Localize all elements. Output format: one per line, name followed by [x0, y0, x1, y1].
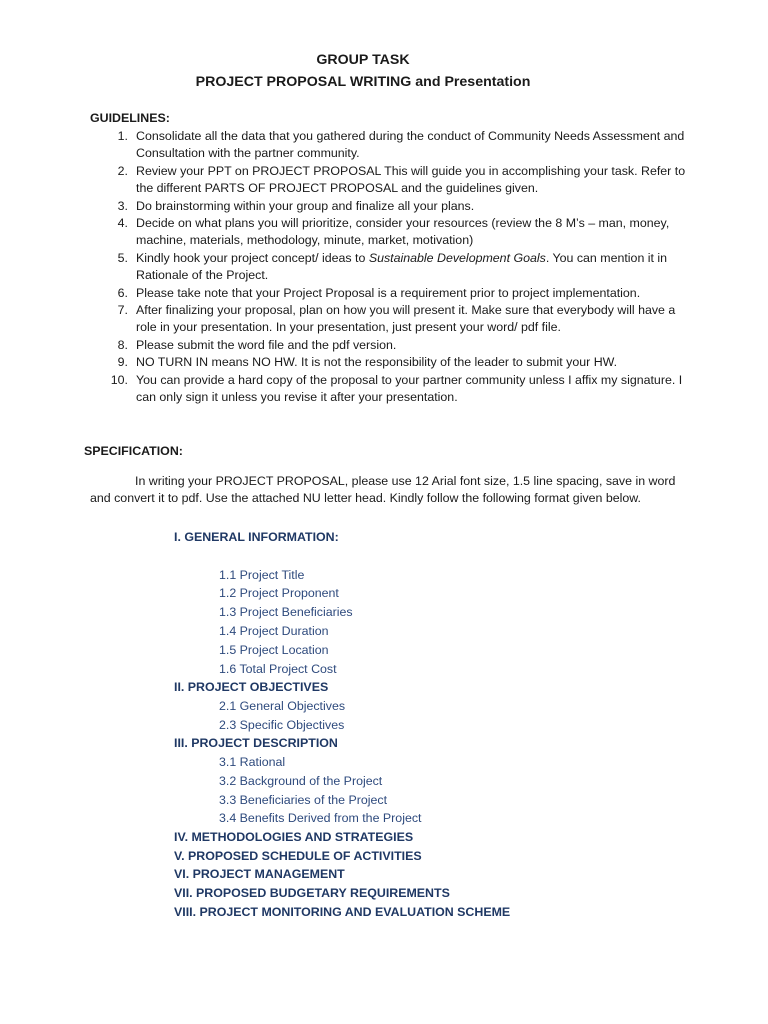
- guideline-number: 3.: [117, 198, 128, 213]
- guideline-text: Review your PPT on PROJECT PROPOSAL This will guide you in accomplishing your task. Refer to the different PARTS OF PROJECT PROPOSAL and the guidelines given.: [136, 163, 686, 196]
- outline-section-heading: VIII. PROJECT MONITORING AND EVALUATION SCHEME: [174, 905, 511, 919]
- guideline-number: 6.: [117, 285, 128, 300]
- outline-subsection: 3.3 Beneficiaries of the Project: [219, 793, 388, 807]
- guideline-item: [108, 198, 698, 215]
- guideline-text: Decide on what plans you will prioritize, consider your resources (review the 8 M’s – man, money, machine, materials, methodology, minute, market, motivation): [136, 216, 670, 248]
- guideline-text: Please take note that your Project Proposal is a requirement prior to project implementation.: [136, 285, 641, 300]
- guideline-item: [108, 250, 698, 285]
- guideline-item: [108, 302, 698, 337]
- guideline-number: 9.: [117, 355, 128, 370]
- outline-section-heading: III. PROJECT DESCRIPTION: [174, 736, 338, 750]
- guidelines-list: [108, 128, 698, 407]
- guideline-text: [136, 251, 667, 282]
- outline-section-heading: VII. PROPOSED BUDGETARY REQUIREMENTS: [174, 886, 450, 900]
- document-subtitle: PROJECT PROPOSAL WRITING and Presentation: [195, 74, 531, 90]
- outline-section-heading: VI. PROJECT MANAGEMENT: [174, 867, 345, 881]
- guideline-text: You can provide a hard copy of the proposal to your partner community unless I affix my signature. I can only sign it unless you revise it after your presentation.: [136, 372, 683, 405]
- specification-line: In writing your PROJECT PROPOSAL, please use 12 Arial font size, 1.5 line spacing, save in word: [135, 474, 676, 488]
- outline-section-heading: II. PROJECT OBJECTIVES: [174, 680, 329, 694]
- outline-subsection: 1.6 Total Project Cost: [219, 662, 337, 676]
- outline-subsection: 2.3 Specific Objectives: [219, 718, 345, 732]
- guideline-number: 4.: [117, 216, 128, 231]
- guideline-item: [108, 128, 698, 163]
- outline-subsection: 3.1 Rational: [219, 755, 286, 769]
- guideline-number: 8.: [117, 337, 128, 352]
- specification-heading: SPECIFICATION:: [84, 444, 183, 458]
- guideline-item: [108, 337, 698, 354]
- guideline-number: 1.: [117, 129, 128, 143]
- guideline-number: 7.: [117, 303, 128, 318]
- outline-subsection: 1.4 Project Duration: [219, 624, 329, 638]
- outline-subsection: 1.3 Project Beneficiaries: [219, 605, 353, 619]
- guideline-text-part: Kindly hook your project concept/ ideas to: [136, 250, 369, 265]
- outline-section-heading: IV. METHODOLOGIES AND STRATEGIES: [174, 830, 414, 844]
- guideline-item: [108, 354, 698, 371]
- guideline-item: [108, 215, 698, 250]
- outline-subsection: 1.5 Project Location: [219, 643, 329, 657]
- guideline-item: [108, 163, 698, 198]
- guidelines-heading: GUIDELINES:: [90, 111, 170, 125]
- guideline-text: NO TURN IN means NO HW. It is not the responsibility of the leader to submit your HW.: [136, 355, 618, 370]
- guideline-number: 10.: [110, 372, 128, 387]
- guideline-item: [108, 372, 698, 407]
- outline-subsection: 3.2 Background of the Project: [219, 774, 383, 788]
- outline-subsection: 1.1 Project Title: [219, 568, 305, 582]
- guideline-text: After finalizing your proposal, plan on how you will present it. Make sure that everybody will have a role in your presentation. In your presentation, just present your word/ pdf file.: [136, 303, 676, 335]
- guideline-text-part: . You can mention it in Rationale of the Project.: [136, 250, 668, 283]
- guideline-text: Do brainstorming within your group and finalize all your plans.: [136, 198, 475, 213]
- guideline-text: Consolidate all the data that you gathered during the conduct of Community Needs Assessment and Consultation with the partner community.: [136, 129, 685, 161]
- outline-subsection: 3.4 Benefits Derived from the Project: [219, 811, 422, 825]
- specification-paragraph: [84, 473, 684, 508]
- sdg-emphasis: Sustainable Development Goals: [368, 250, 546, 265]
- outline-section-heading: V. PROPOSED SCHEDULE OF ACTIVITIES: [174, 849, 422, 863]
- guideline-number: 5.: [117, 250, 128, 265]
- outline-subsection: 1.2 Project Proponent: [219, 586, 339, 600]
- guideline-number: 2.: [117, 163, 128, 178]
- document-title: GROUP TASK: [316, 52, 410, 68]
- guideline-item: [108, 285, 698, 302]
- guideline-text: Please submit the word file and the pdf version.: [136, 337, 397, 352]
- specification-line: and convert it to pdf. Use the attached NU letter head. Kindly follow the following format given below.: [90, 491, 642, 506]
- outline-subsection: 2.1 General Objectives: [219, 699, 346, 713]
- outline-section-heading: I. GENERAL INFORMATION:: [174, 530, 339, 544]
